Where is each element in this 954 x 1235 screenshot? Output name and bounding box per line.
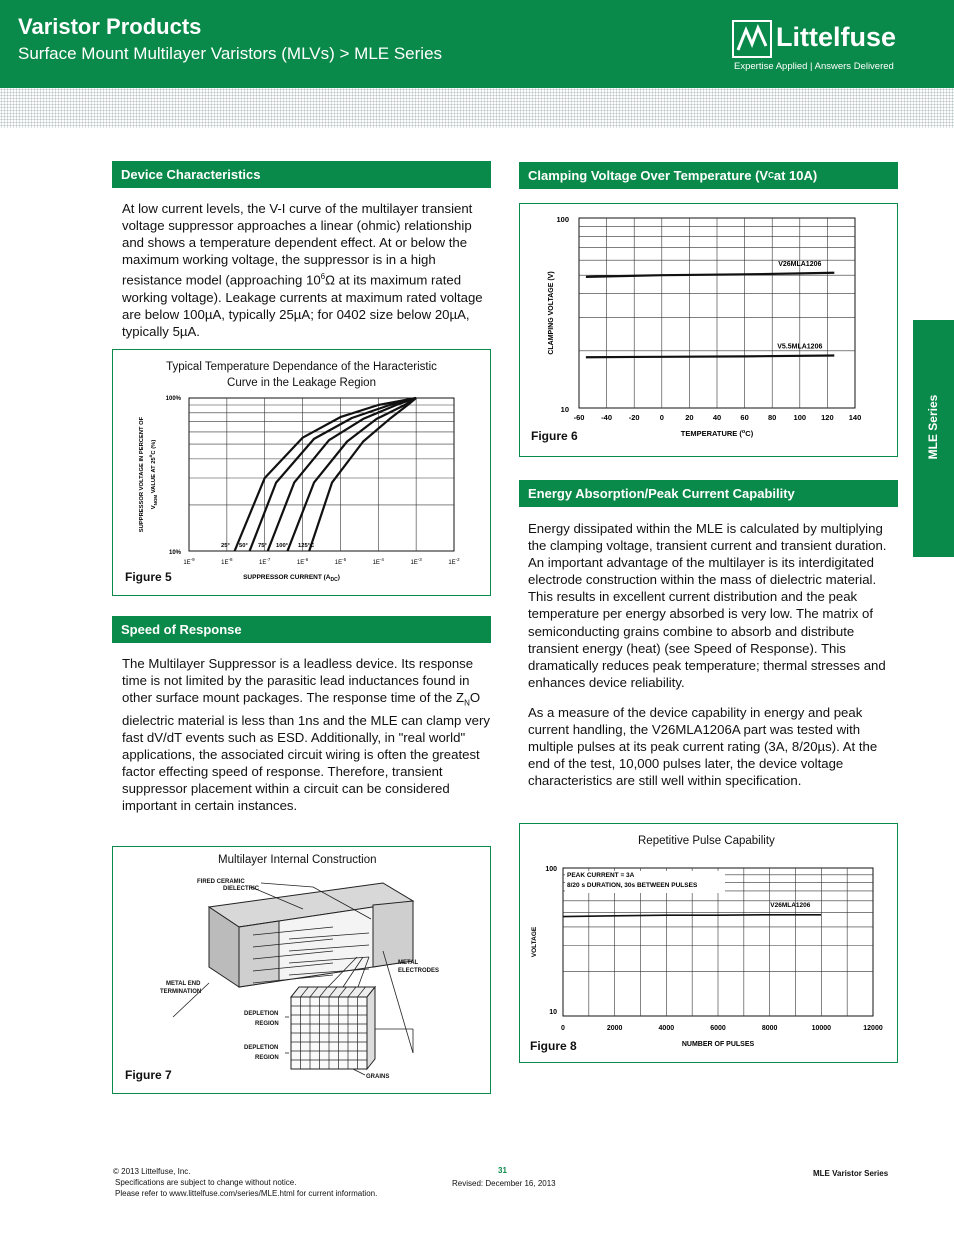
footer-series: MLE Varistor Series [813, 1169, 889, 1178]
section-heading-speed-of-response: Speed of Response [112, 616, 491, 643]
littelfuse-logo[interactable] [730, 16, 940, 76]
x-tick-label: $1E^{-3}$ [410, 557, 422, 566]
section-heading-device-characteristics: Device Characteristics [112, 161, 491, 188]
callout-electrodes: ELECTRODES [398, 968, 440, 974]
figure-8-box [519, 823, 898, 1063]
callout-fired-ceramic: FIRED CERAMIC [197, 879, 245, 885]
figure-8-title: Repetitive Pulse Capability [638, 835, 775, 847]
littelfuse-mark-icon [732, 20, 776, 60]
x-tick-label: -40 [601, 413, 613, 422]
x-tick-label: 0 [659, 413, 664, 422]
curve-2 [268, 398, 416, 551]
series-label: V5.5MLA1206 [777, 343, 823, 351]
grains-cube [291, 987, 375, 1069]
curve-label: 25° [221, 543, 230, 549]
curve-label: 125°C [298, 543, 315, 549]
x-tick-label: 20 [685, 413, 694, 422]
section-heading-clamping-voltage: Clamping Voltage Over Temperature (V C at 10A) [519, 162, 898, 189]
x-tick-label: $1E^{-9}$ [183, 557, 195, 566]
footer-revised: Revised: December 16, 2013 [452, 1179, 556, 1188]
callout-region-1: REGION [255, 1021, 279, 1027]
callout-depletion-2: DEPLETION [244, 1045, 279, 1051]
curve-label: 50° [239, 543, 248, 549]
curve-3 [288, 398, 417, 551]
x-tick-label: 4000 [658, 1025, 675, 1032]
y-tick-label: 100 [556, 215, 569, 224]
section-heading-energy-absorption: Energy Absorption/Peak Current Capability [519, 480, 898, 507]
callout-region-2: REGION [255, 1055, 279, 1061]
y-axis-label: CLAMPING VOLTAGE (V) [548, 271, 555, 355]
y-tick-label: 10 [549, 1009, 557, 1016]
x-tick-label: 6000 [710, 1025, 726, 1032]
x-axis-label: SUPPRESSOR CURRENT $(A_{DC})$ [243, 574, 340, 583]
curve-4 [309, 398, 416, 551]
chart-note-2: 8/20 s DURATION, 30s BETWEEN PULSES [567, 882, 698, 889]
x-tick-label: 40 [712, 413, 722, 422]
x-tick-label: 10000 [811, 1025, 832, 1032]
series-label: V26MLA1206 [770, 901, 811, 909]
figure-6-box [519, 203, 898, 457]
y-tick-label: 100% [165, 396, 181, 402]
x-tick-label: $1E^{-6}$ [296, 557, 309, 566]
callout-metal-end: METAL END [166, 981, 201, 987]
logo-name: Littelfuse [776, 22, 897, 52]
footer-copyright: © 2013 Littelfuse, Inc. Specifications are subject to change without notice. Please refer to www.littelfuse.com/series/MLE.html for current information. [113, 1167, 378, 1198]
callout-grains: GRAINS [366, 1074, 390, 1080]
figure-5-box [112, 349, 491, 596]
x-axis-label: TEMPERATURE ($^o$C) [680, 429, 754, 438]
page-subtitle: Surface Mount Multilayer Varistors (MLVs) > MLE Series [18, 44, 443, 63]
energy-paragraph-1: Energy dissipated within the MLE is calculated by multiplying the clamping voltage, transient current and transient duration. An important advantage of the multilayer is its interdigitated electrode construction within the mass of dielectric material. This results in excellent current distribution and the peak temperature per energy absorbed is very low. The matrix of semiconducting grains combine to absorb and distribute transient energy (heat) (see Speed of Response). This dramatically reduces peak temperature; thermal stresses and enhances device reliability. [528, 521, 887, 690]
device-characteristics-text: At low current levels, the V-I curve of the multilayer transient voltage suppressor approaches a linear (ohmic) relationship and shows a temperature dependent effect. At or below the maximum working voltage, the suppressor is in a high resistance model (approaching $10^6\Omega$ at its maximum rated working voltage). Leakage currents at maximum rated voltage are below 100µA, typically 25µA; for 0402 size below 20µA, typically 5µA. [122, 201, 483, 340]
dot-pattern-band [0, 88, 954, 128]
varistor-body [209, 883, 413, 987]
x-tick-label: 0 [561, 1025, 565, 1032]
curve-label: 100° [276, 543, 288, 549]
figure-5-label: Figure 5 [125, 570, 172, 584]
side-tab-label: MLE Series [926, 394, 940, 460]
side-tab[interactable] [913, 320, 954, 557]
chart-note-1: PEAK CURRENT = 3A [567, 872, 635, 879]
y-tick-label: 100 [545, 866, 557, 873]
series-label: V26MLA1206 [778, 260, 822, 268]
energy-text [528, 520, 898, 789]
speed-of-response-text: The Multilayer Suppressor is a leadless device. Its response time is not limited by the parasitic lead inductances found in other surface mount packages. The response time of the $Z_NO$ dielectric material is less than 1ns and the MLE can clamp very fast dV/dT events such as ESD. Additionally, in "real world" applications, the associated circuit wiring is often the greatest factor effecting speed of response. Therefore, transient suppressor placement within a circuit can be considered important in certain instances. [122, 656, 490, 814]
x-tick-label: 2000 [606, 1025, 623, 1032]
page-header [0, 0, 954, 88]
figure-6-label: Figure 6 [531, 429, 578, 443]
series-line-0 [586, 273, 834, 277]
x-tick-label: $1E^{-5}$ [334, 557, 347, 566]
x-tick-label: 12000 [863, 1025, 883, 1032]
x-tick-label: $1E^{-7}$ [259, 557, 271, 566]
callout-dielectric: DIELECTRIC [223, 886, 259, 892]
logo-tagline: Expertise Applied | Answers Delivered [734, 61, 894, 72]
page-number: 31 [498, 1166, 507, 1175]
callout-termination: TERMINATION [160, 989, 202, 995]
callout-depletion-1: DEPLETION [244, 1011, 279, 1017]
figure-6-chart [520, 204, 897, 456]
y-axis-label-2: $V_{NOM}$ VALUE AT 25$^o$C (%) [148, 439, 158, 510]
x-axis-label: NUMBER OF PULSES [681, 1041, 755, 1048]
y-axis-label: VOLTAGE [531, 926, 538, 958]
multilayer-construction-diagram [113, 847, 490, 1093]
series-line-1 [586, 355, 834, 357]
y-tick-label: 10% [168, 550, 181, 556]
x-tick-label: $1E^{-8}$ [221, 557, 233, 566]
figure-5-title: Typical Temperature Dependance of the Haracteristic Curve in the Leakage Region [166, 361, 437, 389]
x-tick-label: 100 [793, 413, 807, 422]
figure-5-chart [113, 350, 490, 595]
page-title: Varistor Products [18, 14, 202, 39]
x-tick-label: 140 [848, 413, 862, 422]
x-tick-label: -20 [628, 413, 640, 422]
figure-7-title: Multilayer Internal Construction [218, 854, 377, 866]
x-tick-label: -60 [573, 413, 585, 422]
y-axis-label-1: SUPPRESSOR VOLTAGE IN PERCENT OF [139, 416, 145, 533]
x-tick-label: 120 [821, 413, 834, 422]
y-tick-label: 10 [560, 405, 569, 414]
figure-7-box [112, 846, 491, 1094]
figure-7-label: Figure 7 [125, 1068, 172, 1082]
energy-paragraph-2: As a measure of the device capability in energy and peak current handling, the V26MLA1206A part was tested with multiple pulses at its peak current rating (3A, 8/20µs). At the end of the test, 10,000 pulses later, the device voltage characteristics are still well within specification. [528, 704, 878, 789]
callout-metal: METAL [398, 960, 419, 966]
x-tick-label: 8000 [761, 1025, 778, 1032]
figure-8-label: Figure 8 [530, 1039, 577, 1053]
x-tick-label: 80 [768, 413, 777, 422]
figure-8-chart [520, 824, 897, 1062]
x-tick-label: 60 [740, 413, 749, 422]
x-tick-label: $1E^{-4}$ [372, 557, 384, 566]
curve-label: 75° [258, 543, 267, 549]
x-tick-label: $1E^{-2}$ [448, 557, 460, 566]
